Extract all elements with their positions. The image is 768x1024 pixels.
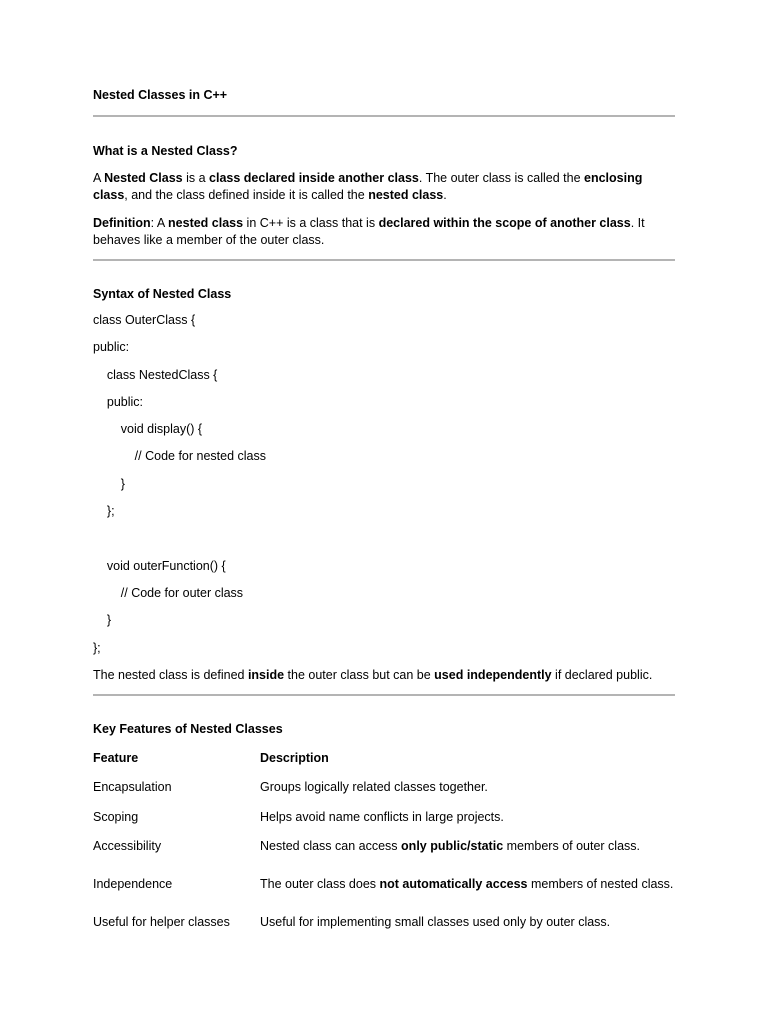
code-line: // Code for outer class [93, 585, 244, 600]
table-header-feature: Feature [93, 751, 139, 766]
description-cell: The outer class does not automatically access members of nested class. [260, 876, 674, 891]
section-heading-key-features: Key Features of Nested Classes [93, 722, 283, 737]
definition-paragraph: Definition: A nested class in C++ is a class that is declared within the scope of another class. It behaves like a member of the outer class. [93, 215, 645, 247]
code-line: class OuterClass { [93, 313, 196, 327]
table-row [93, 773, 675, 803]
table-row [93, 803, 675, 832]
feature-cell: Independence [93, 876, 173, 891]
description-cell: Groups logically related classes together. [260, 780, 488, 795]
section-heading-what-is: What is a Nested Class? [93, 144, 238, 158]
code-line: public: [93, 394, 144, 409]
code-line: void outerFunction() { [93, 558, 226, 573]
document-body [93, 87, 675, 937]
table-row [93, 832, 675, 861]
feature-cell: Scoping [93, 809, 139, 824]
intro-paragraph: A Nested Class is a class declared inside another class. The outer class is called the enclosing class, and the class defined inside it is called the nested class. [93, 170, 643, 202]
feature-cell: Useful for helper classes [93, 914, 230, 929]
document-title: Nested Classes in C++ [93, 88, 228, 102]
code-line: }; [93, 640, 101, 655]
code-line: public: [93, 340, 130, 355]
code-block [93, 312, 675, 667]
description-cell: Helps avoid name conflicts in large projects. [260, 809, 504, 824]
feature-cell: Accessibility [93, 838, 162, 853]
code-line: } [93, 476, 125, 491]
features-table [93, 745, 675, 937]
code-line: // Code for nested class [93, 449, 266, 464]
code-line: class NestedClass { [93, 367, 218, 382]
section-heading-syntax: Syntax of Nested Class [93, 286, 232, 301]
table-header-row [93, 745, 675, 773]
table-row [93, 861, 675, 908]
feature-cell: Encapsulation [93, 780, 172, 795]
code-line [93, 530, 675, 557]
code-line: void display() { [93, 422, 203, 437]
code-line: }; [93, 504, 115, 519]
table-header-description: Description [260, 751, 329, 766]
syntax-note: The nested class is defined inside the outer class but can be used independently if declared public. [93, 667, 653, 682]
table-row [93, 908, 675, 937]
description-cell: Nested class can access only public/static members of outer class. [260, 838, 641, 853]
code-line: } [93, 613, 112, 628]
description-cell: Useful for implementing small classes used only by outer class. [260, 914, 611, 929]
